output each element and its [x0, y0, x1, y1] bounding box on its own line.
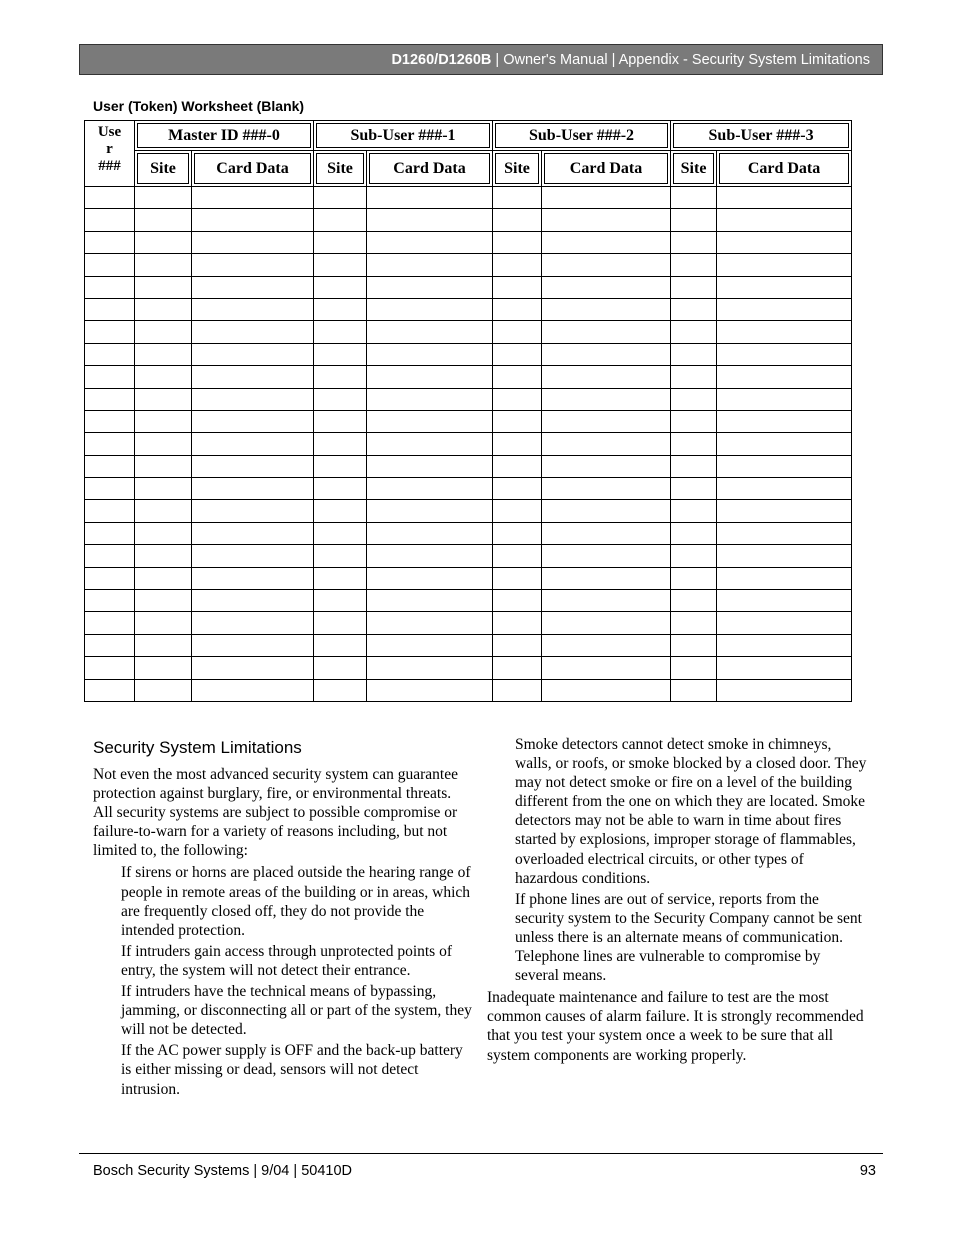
- limitation-item: If the AC power supply is OFF and the back-up battery is either missing or dead, sensors will not detect intrusion.: [121, 1042, 463, 1098]
- site-cell: [493, 634, 542, 656]
- card-data-cell: [717, 522, 852, 544]
- site-header: [314, 151, 367, 187]
- site-cell: [135, 590, 192, 612]
- card-data-cell: [717, 433, 852, 455]
- table-row: [85, 254, 852, 276]
- group-header-label: Master ID ###-0: [137, 123, 311, 148]
- table-row: [85, 209, 852, 231]
- site-cell: [314, 366, 367, 388]
- card-data-cell: [717, 366, 852, 388]
- card-data-cell: [367, 343, 493, 365]
- site-cell: [314, 254, 367, 276]
- site-cell: [493, 612, 542, 634]
- table-row: [85, 433, 852, 455]
- table-row: [85, 545, 852, 567]
- card-data-header-label: Card Data: [544, 153, 668, 184]
- card-data-cell: [192, 478, 314, 500]
- user-number-cell: [85, 231, 135, 253]
- site-cell: [493, 298, 542, 320]
- table-row: [85, 343, 852, 365]
- user-number-cell: [85, 679, 135, 701]
- table-row: [85, 679, 852, 701]
- site-cell: [493, 522, 542, 544]
- card-data-cell: [367, 612, 493, 634]
- user-number-header-line: ###: [98, 158, 121, 174]
- card-data-cell: [192, 276, 314, 298]
- intro-paragraph: Not even the most advanced security system can guarantee protection against burglary, fire, or environmental threats. All security systems are subject to possible compromise or failure-to-warn for a variety of reasons including, but not limited to, the following:: [93, 766, 458, 860]
- page-number: 93: [859, 1163, 876, 1179]
- card-data-cell: [367, 590, 493, 612]
- site-cell: [493, 231, 542, 253]
- site-cell: [493, 276, 542, 298]
- card-data-cell: [542, 410, 671, 432]
- limitation-item: If sirens or horns are placed outside the hearing range of people in remote areas of the building or in areas, which are frequently closed off, they do not provide the intended protection.: [121, 864, 471, 939]
- card-data-cell: [367, 366, 493, 388]
- site-cell: [314, 657, 367, 679]
- site-cell: [671, 455, 717, 477]
- limitation-item: If intruders gain access through unprotected points of entry, the system will not detect their entrance.: [121, 942, 453, 979]
- card-data-cell: [367, 433, 493, 455]
- site-cell: [671, 410, 717, 432]
- user-number-cell: [85, 366, 135, 388]
- card-data-cell: [717, 388, 852, 410]
- card-data-cell: [367, 388, 493, 410]
- site-cell: [135, 634, 192, 656]
- card-data-cell: [717, 545, 852, 567]
- card-data-cell: [367, 522, 493, 544]
- header-rest: | Owner's Manual | Appendix - Security System Limitations: [491, 51, 870, 68]
- group-header-sub3: [671, 121, 852, 151]
- user-number-cell: [85, 567, 135, 589]
- card-data-cell: [367, 455, 493, 477]
- user-number-cell: [85, 298, 135, 320]
- table-row: [85, 657, 852, 679]
- worksheet-body: [85, 187, 852, 702]
- table-row: [85, 478, 852, 500]
- table-row: [85, 276, 852, 298]
- card-data-header-label: Card Data: [369, 153, 490, 184]
- card-data-cell: [367, 321, 493, 343]
- worksheet-title: User (Token) Worksheet (Blank): [93, 98, 305, 114]
- site-cell: [135, 612, 192, 634]
- table-row: [85, 590, 852, 612]
- card-data-cell: [192, 679, 314, 701]
- table-row: [85, 612, 852, 634]
- site-cell: [314, 455, 367, 477]
- card-data-cell: [717, 612, 852, 634]
- card-data-cell: [367, 657, 493, 679]
- card-data-cell: [192, 545, 314, 567]
- card-data-cell: [192, 187, 314, 209]
- card-data-cell: [717, 321, 852, 343]
- site-header: [671, 151, 717, 187]
- site-cell: [671, 567, 717, 589]
- card-data-cell: [717, 478, 852, 500]
- footer-text: Bosch Security Systems | 9/04 | 50410D: [93, 1163, 352, 1179]
- table-row: [85, 187, 852, 209]
- card-data-header-label: Card Data: [194, 153, 311, 184]
- card-data-cell: [717, 500, 852, 522]
- site-header-label: Site: [137, 153, 189, 184]
- card-data-cell: [367, 254, 493, 276]
- card-data-cell: [367, 634, 493, 656]
- table-row: [85, 231, 852, 253]
- card-data-cell: [717, 657, 852, 679]
- site-cell: [671, 231, 717, 253]
- site-header-label: Site: [495, 153, 539, 184]
- site-cell: [493, 567, 542, 589]
- card-data-cell: [542, 567, 671, 589]
- user-number-header: [85, 121, 135, 187]
- card-data-cell: [542, 612, 671, 634]
- group-header-label: Sub-User ###-3: [673, 123, 849, 148]
- card-data-cell: [192, 657, 314, 679]
- group-header-sub2: [493, 121, 671, 151]
- site-cell: [314, 590, 367, 612]
- site-cell: [671, 545, 717, 567]
- card-data-cell: [717, 343, 852, 365]
- card-data-cell: [717, 634, 852, 656]
- site-cell: [671, 433, 717, 455]
- site-cell: [314, 545, 367, 567]
- user-number-cell: [85, 254, 135, 276]
- site-cell: [671, 321, 717, 343]
- card-data-header: [717, 151, 852, 187]
- site-cell: [671, 478, 717, 500]
- site-cell: [135, 545, 192, 567]
- limitation-item: If intruders have the technical means of bypassing, jamming, or disconnecting all or part of the system, they will not be detected.: [121, 983, 472, 1039]
- card-data-cell: [367, 209, 493, 231]
- site-cell: [314, 410, 367, 432]
- card-data-cell: [542, 455, 671, 477]
- user-number-cell: [85, 276, 135, 298]
- site-cell: [135, 567, 192, 589]
- user-number-cell: [85, 433, 135, 455]
- header-text: [391, 52, 870, 68]
- card-data-cell: [367, 545, 493, 567]
- card-data-cell: [542, 298, 671, 320]
- card-data-cell: [192, 433, 314, 455]
- card-data-cell: [192, 254, 314, 276]
- site-cell: [493, 410, 542, 432]
- card-data-cell: [542, 500, 671, 522]
- card-data-cell: [192, 567, 314, 589]
- card-data-cell: [542, 388, 671, 410]
- card-data-cell: [717, 187, 852, 209]
- site-cell: [135, 254, 192, 276]
- card-data-cell: [367, 478, 493, 500]
- user-number-header-line: r: [106, 141, 113, 157]
- group-header-master: [135, 121, 314, 151]
- section-title: Security System Limitations: [93, 738, 302, 757]
- card-data-cell: [192, 410, 314, 432]
- card-data-cell: [542, 366, 671, 388]
- site-cell: [135, 388, 192, 410]
- card-data-cell: [717, 298, 852, 320]
- card-data-cell: [367, 187, 493, 209]
- card-data-cell: [367, 679, 493, 701]
- card-data-cell: [717, 410, 852, 432]
- site-cell: [671, 590, 717, 612]
- site-header-label: Site: [673, 153, 714, 184]
- site-cell: [671, 366, 717, 388]
- card-data-cell: [542, 276, 671, 298]
- user-number-cell: [85, 590, 135, 612]
- site-cell: [314, 209, 367, 231]
- user-number-cell: [85, 388, 135, 410]
- footer-divider: [79, 1153, 883, 1154]
- limitation-item: If phone lines are out of service, reports from the security system to the Security Company cannot be sent unless there is an alternate means of communication. Telephone lines are vulnerable to compromise by several means.: [515, 890, 862, 985]
- card-data-cell: [367, 410, 493, 432]
- user-number-cell: [85, 321, 135, 343]
- site-cell: [135, 366, 192, 388]
- card-data-cell: [192, 209, 314, 231]
- site-cell: [671, 612, 717, 634]
- card-data-cell: [542, 433, 671, 455]
- site-cell: [671, 634, 717, 656]
- user-number-cell: [85, 545, 135, 567]
- card-data-header-label: Card Data: [719, 153, 849, 184]
- card-data-cell: [542, 209, 671, 231]
- site-cell: [135, 410, 192, 432]
- site-cell: [493, 478, 542, 500]
- user-number-cell: [85, 522, 135, 544]
- card-data-cell: [192, 321, 314, 343]
- site-cell: [314, 612, 367, 634]
- card-data-cell: [542, 478, 671, 500]
- card-data-cell: [542, 187, 671, 209]
- site-cell: [671, 276, 717, 298]
- card-data-cell: [192, 455, 314, 477]
- site-cell: [135, 657, 192, 679]
- site-cell: [493, 187, 542, 209]
- site-cell: [135, 433, 192, 455]
- site-cell: [314, 500, 367, 522]
- group-header-label: Sub-User ###-2: [495, 123, 668, 148]
- card-data-cell: [717, 231, 852, 253]
- card-data-cell: [717, 590, 852, 612]
- site-cell: [314, 478, 367, 500]
- site-cell: [671, 679, 717, 701]
- site-cell: [135, 500, 192, 522]
- card-data-cell: [717, 567, 852, 589]
- site-cell: [493, 433, 542, 455]
- card-data-cell: [542, 545, 671, 567]
- site-cell: [671, 209, 717, 231]
- table-row: [85, 522, 852, 544]
- table-row: [85, 298, 852, 320]
- group-header-label: Sub-User ###-1: [316, 123, 490, 148]
- site-cell: [671, 343, 717, 365]
- card-data-cell: [542, 522, 671, 544]
- group-header-sub1: [314, 121, 493, 151]
- table-row: [85, 567, 852, 589]
- page-header: [79, 44, 883, 75]
- user-number-cell: [85, 187, 135, 209]
- site-cell: [135, 455, 192, 477]
- card-data-cell: [717, 679, 852, 701]
- card-data-cell: [192, 231, 314, 253]
- site-cell: [493, 254, 542, 276]
- card-data-cell: [192, 612, 314, 634]
- user-number-cell: [85, 410, 135, 432]
- card-data-cell: [367, 298, 493, 320]
- site-cell: [671, 254, 717, 276]
- card-data-header: [542, 151, 671, 187]
- card-data-cell: [717, 209, 852, 231]
- site-header-label: Site: [316, 153, 364, 184]
- card-data-cell: [192, 500, 314, 522]
- table-row: [85, 410, 852, 432]
- site-header: [493, 151, 542, 187]
- site-cell: [314, 187, 367, 209]
- user-number-cell: [85, 612, 135, 634]
- site-cell: [493, 679, 542, 701]
- card-data-cell: [192, 298, 314, 320]
- card-data-cell: [542, 231, 671, 253]
- card-data-cell: [367, 276, 493, 298]
- user-token-worksheet: [84, 120, 852, 702]
- site-cell: [671, 500, 717, 522]
- user-number-cell: [85, 634, 135, 656]
- site-cell: [314, 567, 367, 589]
- site-cell: [314, 522, 367, 544]
- site-cell: [135, 343, 192, 365]
- site-cell: [493, 321, 542, 343]
- site-cell: [135, 298, 192, 320]
- card-data-cell: [717, 254, 852, 276]
- card-data-header: [192, 151, 314, 187]
- site-cell: [493, 366, 542, 388]
- site-cell: [493, 455, 542, 477]
- site-cell: [314, 634, 367, 656]
- site-cell: [135, 231, 192, 253]
- site-cell: [493, 657, 542, 679]
- site-cell: [135, 679, 192, 701]
- card-data-cell: [717, 455, 852, 477]
- site-cell: [493, 545, 542, 567]
- card-data-cell: [542, 321, 671, 343]
- user-number-cell: [85, 657, 135, 679]
- site-cell: [671, 388, 717, 410]
- header-model: D1260/D1260B: [391, 51, 492, 68]
- site-cell: [671, 298, 717, 320]
- table-row: [85, 366, 852, 388]
- site-cell: [314, 343, 367, 365]
- site-cell: [314, 298, 367, 320]
- card-data-cell: [192, 522, 314, 544]
- site-cell: [314, 276, 367, 298]
- card-data-header: [367, 151, 493, 187]
- site-cell: [493, 343, 542, 365]
- card-data-cell: [542, 343, 671, 365]
- user-number-cell: [85, 455, 135, 477]
- user-number-header-line: Use: [97, 124, 122, 140]
- table-row: [85, 455, 852, 477]
- card-data-cell: [542, 634, 671, 656]
- site-cell: [135, 321, 192, 343]
- card-data-cell: [367, 231, 493, 253]
- card-data-cell: [192, 590, 314, 612]
- card-data-cell: [192, 366, 314, 388]
- site-cell: [314, 433, 367, 455]
- left-column: [93, 765, 473, 1099]
- card-data-cell: [542, 657, 671, 679]
- limitation-item: Smoke detectors cannot detect smoke in chimneys, walls, or roofs, or smoke blocked by a closed door. They may not detect smoke or fire on a level of the building different from the one on which they are located. Smoke detectors may not be able to warn in time about fires started by explosions, improper storage of flammables, overloaded electrical circuits, or other types of hazardous conditions.: [515, 736, 867, 887]
- closing-paragraph: Inadequate maintenance and failure to test are the most common causes of alarm failure. It is strongly recommended that you test your system once a week to be sure that all system components are working properly.: [487, 989, 864, 1064]
- site-header: [135, 151, 192, 187]
- user-number-cell: [85, 478, 135, 500]
- user-number-cell: [85, 500, 135, 522]
- table-row: [85, 500, 852, 522]
- card-data-cell: [542, 679, 671, 701]
- user-number-cell: [85, 343, 135, 365]
- card-data-cell: [542, 254, 671, 276]
- site-cell: [314, 231, 367, 253]
- site-cell: [314, 679, 367, 701]
- site-cell: [135, 276, 192, 298]
- site-cell: [135, 209, 192, 231]
- card-data-cell: [367, 567, 493, 589]
- card-data-cell: [542, 590, 671, 612]
- site-cell: [314, 321, 367, 343]
- site-cell: [671, 187, 717, 209]
- card-data-cell: [192, 343, 314, 365]
- table-row: [85, 321, 852, 343]
- table-row: [85, 634, 852, 656]
- site-cell: [671, 522, 717, 544]
- card-data-cell: [717, 276, 852, 298]
- site-cell: [135, 187, 192, 209]
- site-cell: [493, 590, 542, 612]
- table-row: [85, 388, 852, 410]
- site-cell: [135, 478, 192, 500]
- card-data-cell: [192, 634, 314, 656]
- site-cell: [493, 209, 542, 231]
- site-cell: [314, 388, 367, 410]
- card-data-cell: [192, 388, 314, 410]
- right-column: [487, 735, 867, 1065]
- card-data-cell: [367, 500, 493, 522]
- site-cell: [135, 522, 192, 544]
- user-number-cell: [85, 209, 135, 231]
- site-cell: [493, 388, 542, 410]
- site-cell: [493, 500, 542, 522]
- site-cell: [671, 657, 717, 679]
